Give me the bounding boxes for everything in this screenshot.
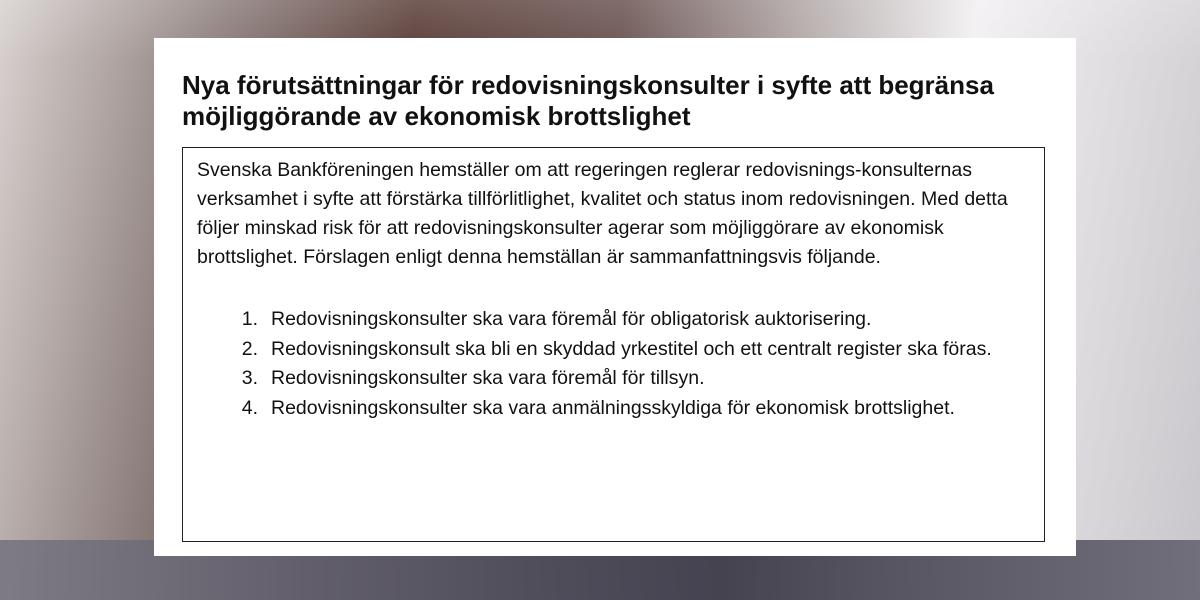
list-item <box>197 394 1030 424</box>
list-item-text: Redovisningskonsulter ska vara anmälningsskyldiga för ekonomisk brottslighet. <box>271 396 955 419</box>
list-item-text: Redovisningskonsulter ska vara föremål för tillsyn. <box>271 367 705 389</box>
intro-paragraph: Svenska Bankföreningen hemställer om att regeringen reglerar redovisnings-konsulternas verksamhet i syfte att förstärka tillförlitlighet, kvalitet och status inom redovisningen. Med detta följer minskad risk för att redovisningskonsulter agerar som möjliggörare av ekonomisk brottslighet. Förslagen enligt denna hemställan är sammanfattningsvis följande. <box>197 159 1008 268</box>
list-item <box>197 305 1030 335</box>
list-item <box>197 364 1030 394</box>
list-item <box>197 335 1030 365</box>
list-item-number: 4. <box>241 396 258 419</box>
document-card <box>154 38 1076 556</box>
proposal-list <box>197 305 1030 423</box>
document-title: Nya förutsättningar för redovisningskonsulter i syfte att begränsa möjliggörande av ekonomisk brottslighet <box>182 70 994 131</box>
list-item-text: Redovisningskonsult ska bli en skyddad yrkestitel och ett centralt register ska föras. <box>271 337 992 360</box>
list-item-number: 1. <box>241 308 258 330</box>
list-item-number: 2. <box>241 337 258 360</box>
list-item-text: Redovisningskonsulter ska vara föremål för obligatorisk auktorisering. <box>271 308 872 330</box>
list-item-number: 3. <box>241 367 258 389</box>
summary-box <box>182 147 1045 542</box>
